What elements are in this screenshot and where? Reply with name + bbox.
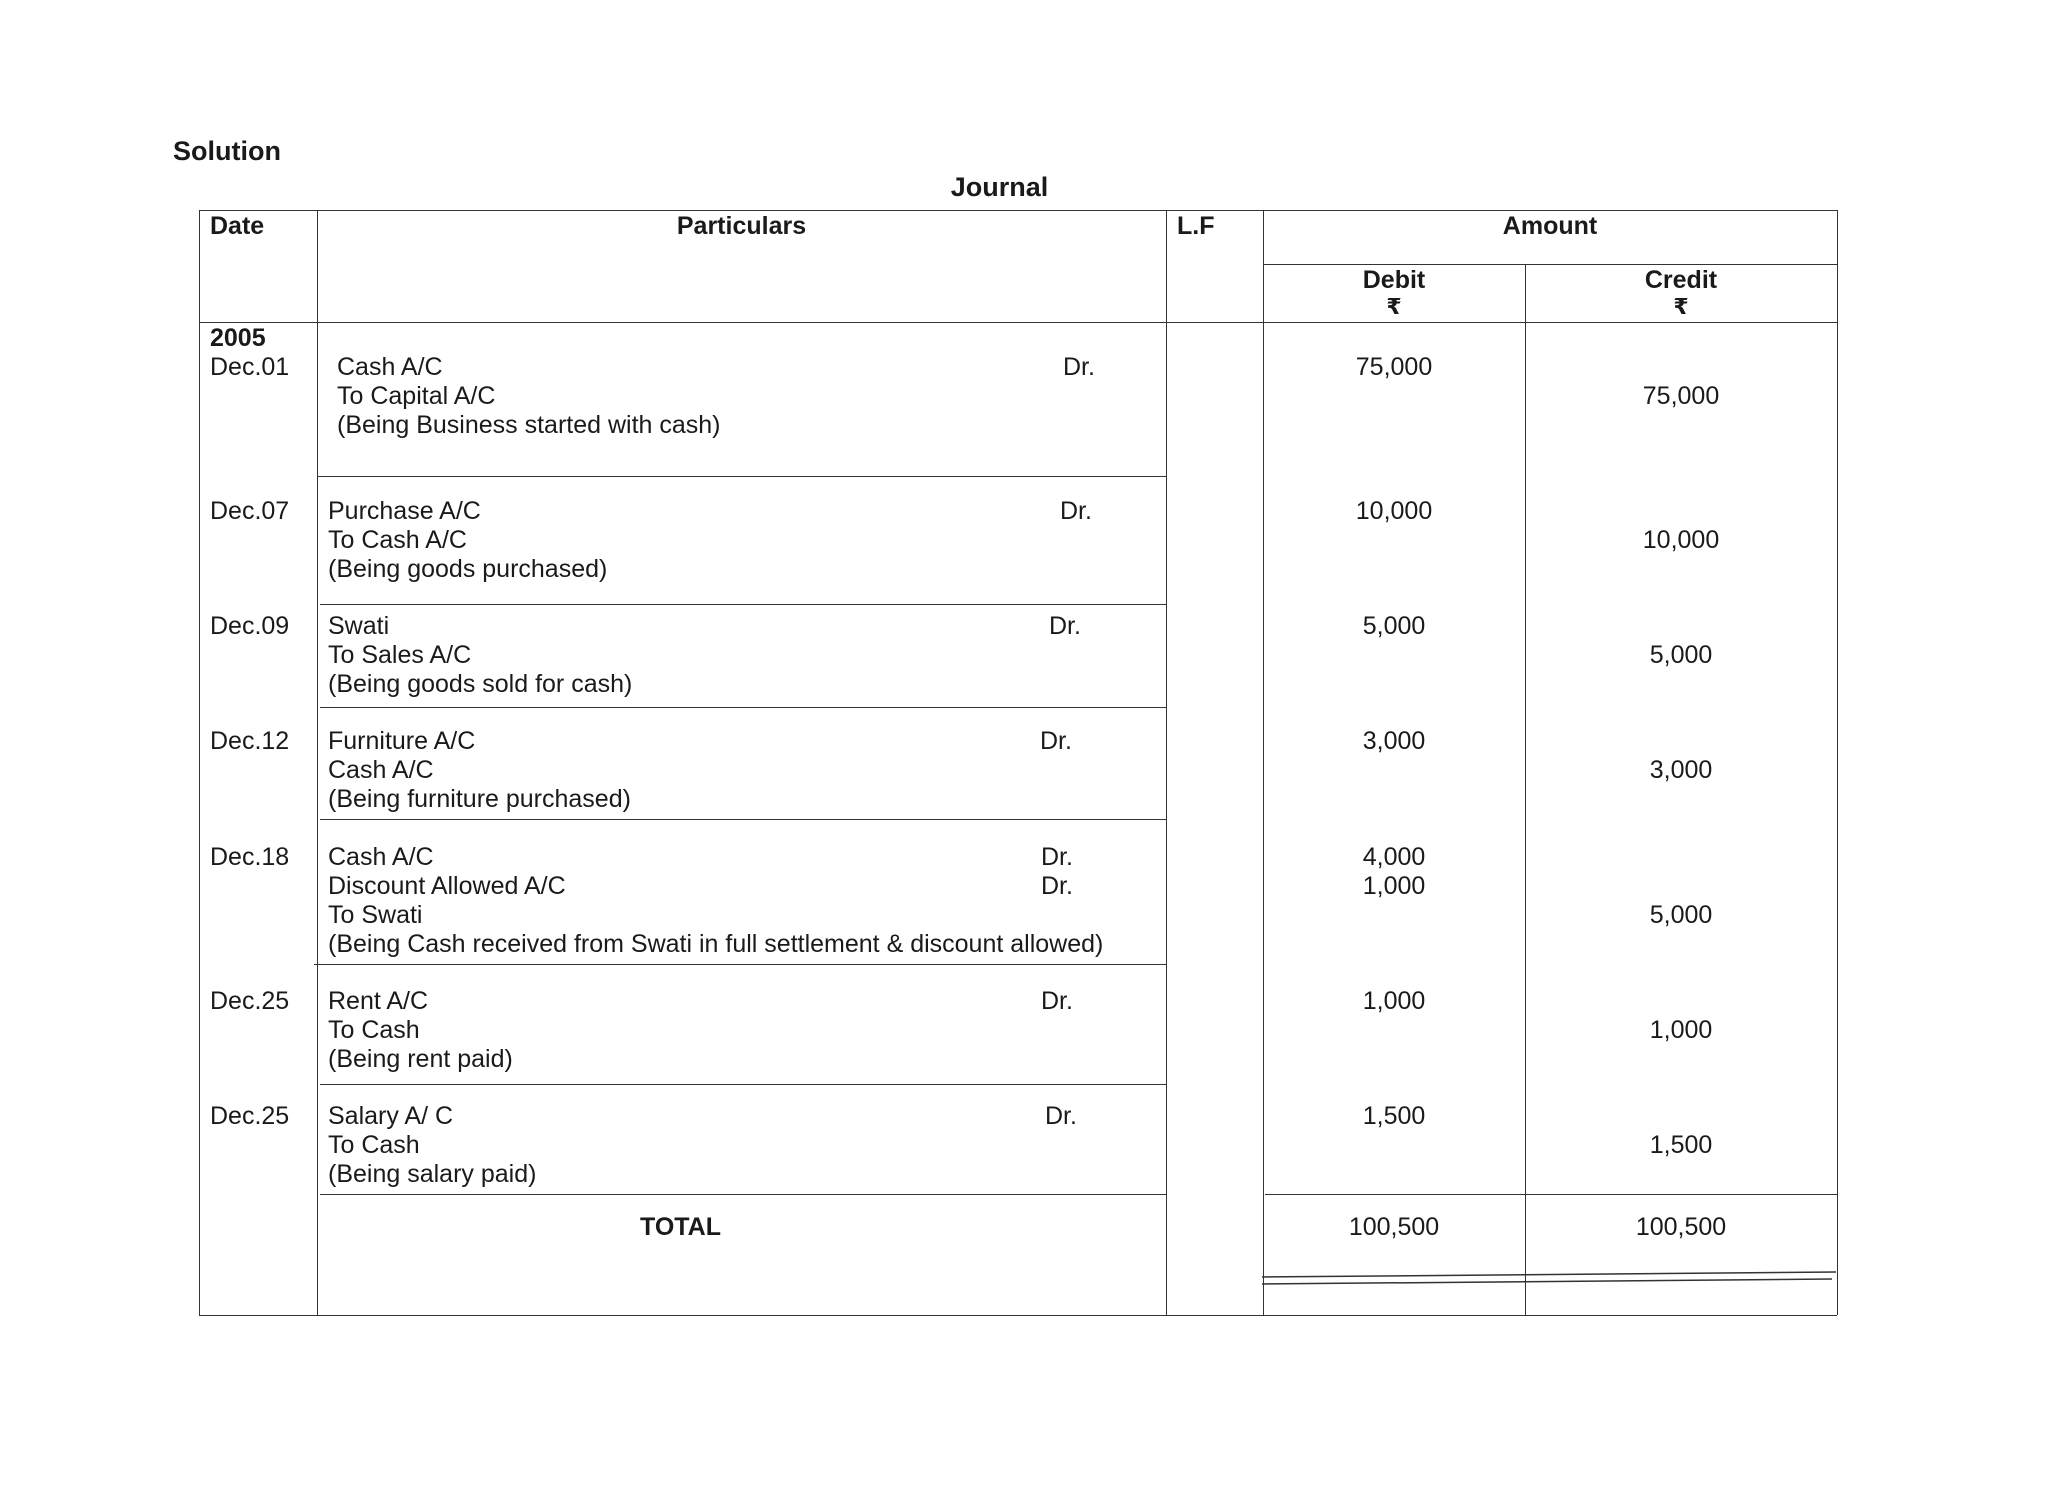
- header-bottom-line: [199, 322, 1837, 323]
- debit-amount: 1,500: [1362, 1102, 1426, 1130]
- date-column-divider: [317, 210, 318, 1315]
- entry-date: Dec.01: [210, 353, 290, 381]
- entry-separator: [320, 604, 1166, 605]
- total-credit: 100,500: [1635, 1213, 1727, 1241]
- entry-line: Rent A/C: [328, 987, 429, 1015]
- debit-amount: 75,000: [1355, 353, 1433, 381]
- particulars-column-divider: [1166, 210, 1167, 1315]
- credit-rupee-icon: ₹: [1673, 294, 1689, 319]
- entry-line: (Being rent paid): [328, 1045, 513, 1073]
- entry-separator: [320, 707, 1166, 708]
- entry-line: To Capital A/C: [337, 382, 496, 410]
- entry-date: Dec.25: [210, 987, 290, 1015]
- entry-line: Salary A/ C: [328, 1102, 454, 1130]
- entry-date: Dec.07: [210, 497, 290, 525]
- entry-line: To Cash: [328, 1131, 420, 1159]
- entry-line: Furniture A/C: [328, 727, 476, 755]
- credit-amount: 3,000: [1649, 756, 1713, 784]
- entry-line: Swati: [328, 612, 390, 640]
- credit-amount: 75,000: [1642, 382, 1720, 410]
- credit-amount: 1,000: [1649, 1016, 1713, 1044]
- entry-separator: [314, 964, 1166, 965]
- entry-separator: [320, 819, 1166, 820]
- dr-mark: Dr.: [1041, 843, 1073, 871]
- dr-mark: Dr.: [1063, 353, 1095, 381]
- header-lf: L.F: [1177, 212, 1215, 240]
- table-bottom-border: [199, 1315, 1837, 1316]
- table-right-border: [1837, 210, 1838, 1315]
- credit-amount: 10,000: [1642, 526, 1720, 554]
- header-credit: Credit: [1644, 266, 1718, 294]
- journal-title: Journal: [950, 172, 1049, 202]
- debit-amount: 3,000: [1362, 727, 1426, 755]
- entry-line: Cash A/C: [328, 843, 434, 871]
- dr-mark: Dr.: [1045, 1102, 1077, 1130]
- total-debit: 100,500: [1348, 1213, 1440, 1241]
- debit-amount: 4,000: [1362, 843, 1426, 871]
- entry-date: Dec.18: [210, 843, 290, 871]
- debit-amount: 1,000: [1362, 987, 1426, 1015]
- entry-line: Purchase A/C: [328, 497, 481, 525]
- entry-year: 2005: [210, 324, 266, 352]
- credit-amount: 1,500: [1649, 1131, 1713, 1159]
- dr-mark: Dr.: [1041, 987, 1073, 1015]
- entry-line: (Being goods purchased): [328, 555, 608, 583]
- total-top-line: [320, 1194, 1166, 1195]
- total-label: TOTAL: [640, 1213, 722, 1241]
- amount-subheader-line: [1263, 264, 1837, 265]
- entry-date: Dec.25: [210, 1102, 290, 1130]
- header-debit: Debit: [1362, 266, 1426, 294]
- entry-line: Discount Allowed A/C: [328, 872, 566, 900]
- entry-line: Cash A/C: [337, 353, 443, 381]
- entry-line: To Cash: [328, 1016, 420, 1044]
- page-heading: Solution: [173, 136, 281, 166]
- entry-separator: [320, 1084, 1166, 1085]
- entry-line: To Cash A/C: [328, 526, 467, 554]
- entry-line: (Being Cash received from Swati in full settlement & discount allowed): [328, 930, 1104, 958]
- credit-amount: 5,000: [1649, 901, 1713, 929]
- entry-line: (Being furniture purchased): [328, 785, 631, 813]
- entry-date: Dec.12: [210, 727, 290, 755]
- entry-separator: [317, 476, 1166, 477]
- debit-amount: 1,000: [1362, 872, 1426, 900]
- entry-date: Dec.09: [210, 612, 290, 640]
- entry-line: (Being Business started with cash): [337, 411, 721, 439]
- entry-line: (Being goods sold for cash): [328, 670, 633, 698]
- credit-amount: 5,000: [1649, 641, 1713, 669]
- dr-mark: Dr.: [1060, 497, 1092, 525]
- dr-mark: Dr.: [1040, 727, 1072, 755]
- amount-total-top-line: [1265, 1194, 1837, 1195]
- dr-mark: Dr.: [1049, 612, 1081, 640]
- entry-line: To Sales A/C: [328, 641, 472, 669]
- entry-line: To Swati: [328, 901, 423, 929]
- dr-mark: Dr.: [1041, 872, 1073, 900]
- header-amount: Amount: [1502, 212, 1598, 240]
- total-double-underline: [1260, 1268, 1840, 1288]
- entry-line: (Being salary paid): [328, 1160, 537, 1188]
- table-left-border: [199, 210, 200, 1315]
- table-top-border: [199, 210, 1837, 211]
- header-date: Date: [210, 212, 265, 240]
- debit-amount: 5,000: [1362, 612, 1426, 640]
- debit-rupee-icon: ₹: [1386, 294, 1402, 319]
- entry-line: Cash A/C: [328, 756, 434, 784]
- header-particulars: Particulars: [676, 212, 807, 240]
- debit-amount: 10,000: [1355, 497, 1433, 525]
